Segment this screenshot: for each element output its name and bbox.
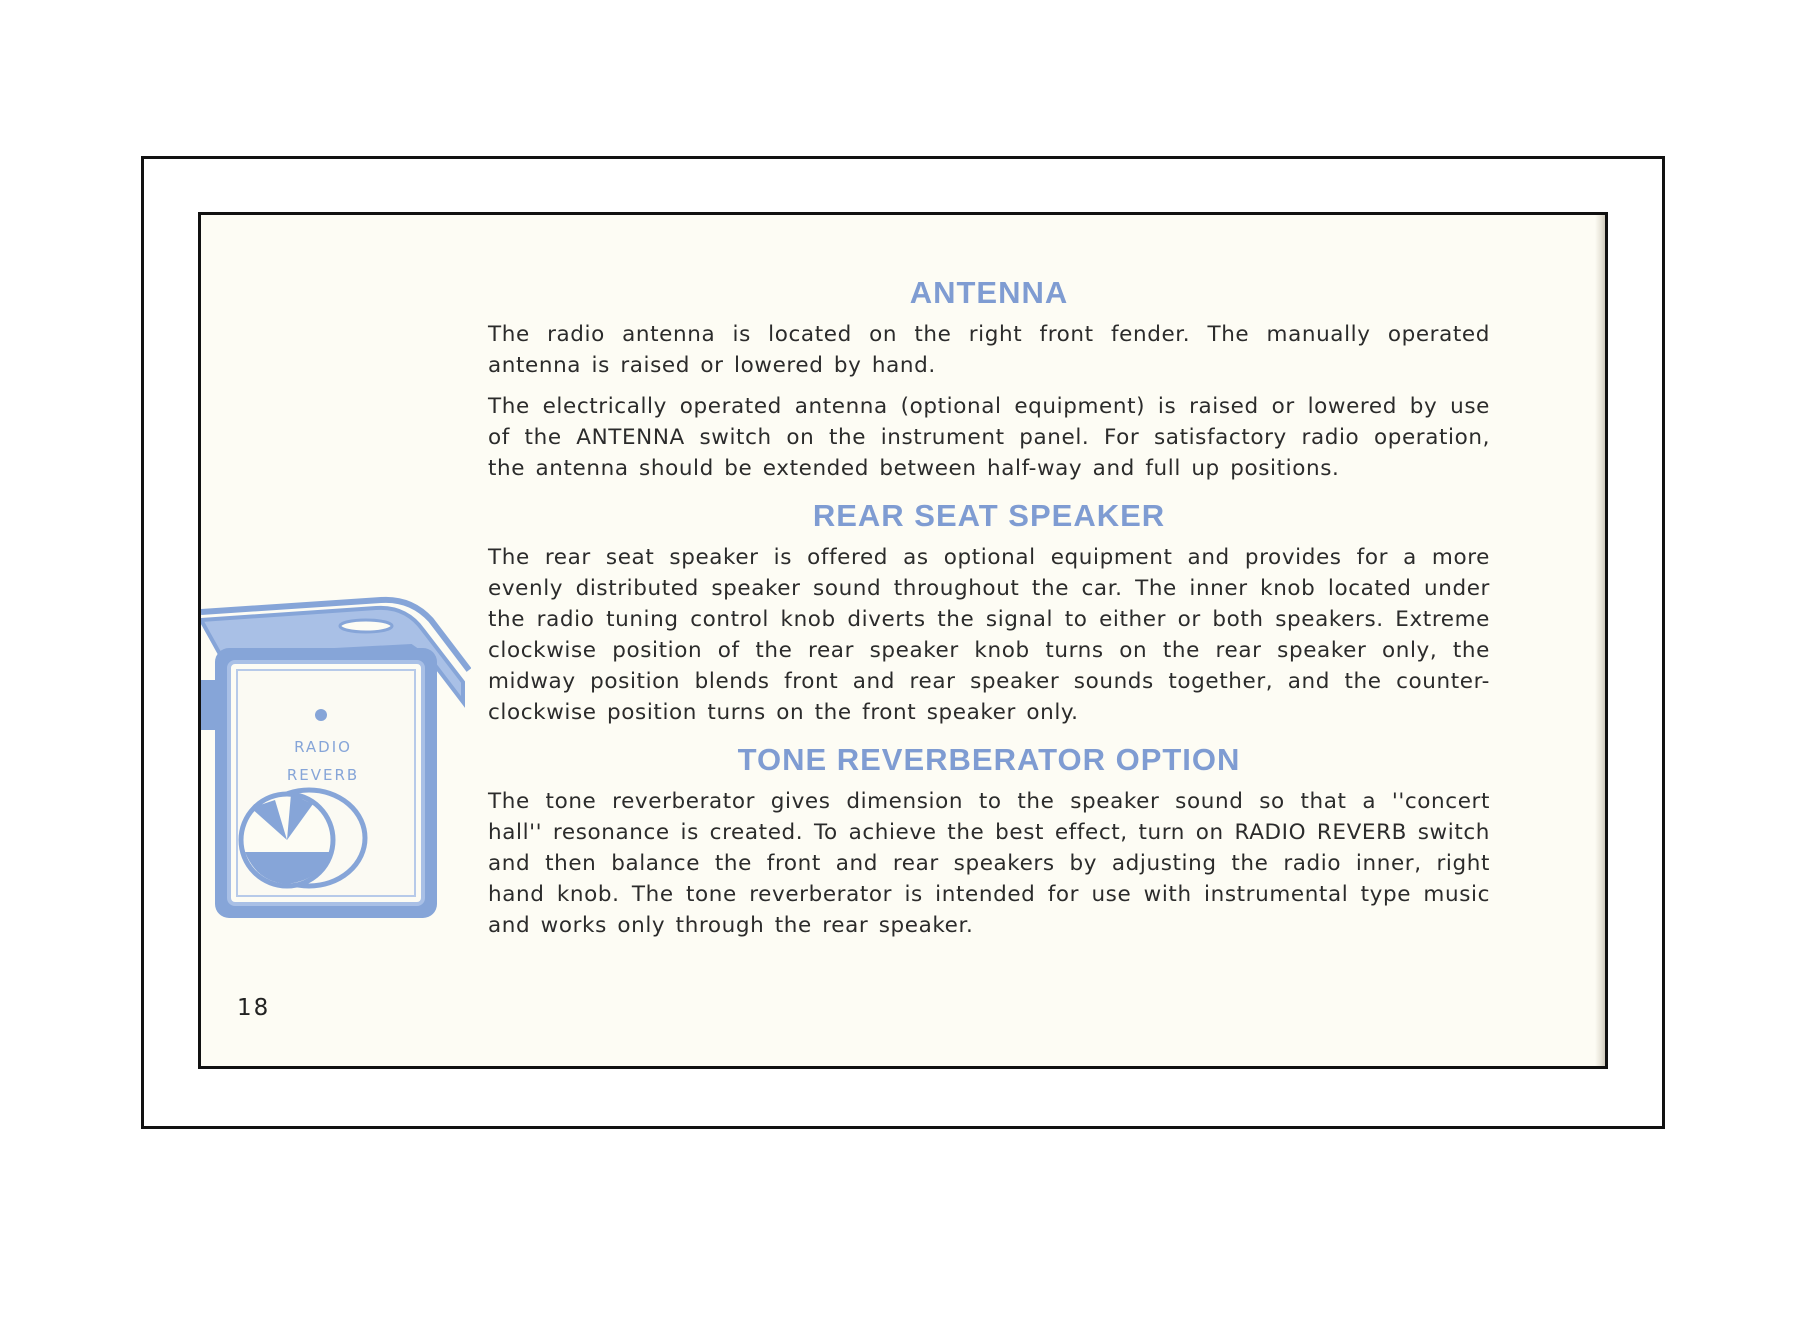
- manual-page: [198, 212, 1608, 1069]
- radio-reverb-switch-illustration: [201, 590, 471, 920]
- paragraph: The tone reverberator gives dimension to the speaker sound so that a ''concert hall'' resonance is created. To achieve the best effect, turn on RADIO REVERB switch and then balance the front and rear speakers by adjusting the radio inner, right hand knob. The tone reverberator is intended for use with instrumental type music and works only through the rear speaker.: [488, 789, 1490, 938]
- paragraph: The electrically operated antenna (optional equipment) is raised or lowered by use of the ANTENNA switch on the instrument panel. For satisfactory radio operation, the antenna should be extended between half-way and full up positions.: [488, 394, 1490, 481]
- text-column: [488, 275, 1490, 951]
- illustration-label-reverb: REVERB: [286, 766, 360, 784]
- heading-rear-seat-speaker: REAR SEAT SPEAKER: [812, 498, 1166, 533]
- housing-hole: [340, 620, 392, 632]
- heading-tone-reverberator: TONE REVERBERATOR OPTION: [737, 742, 1241, 777]
- page-spine: [1595, 215, 1605, 1066]
- illustration-label-radio: RADIO: [294, 738, 352, 756]
- page-number: 18: [237, 995, 271, 1021]
- heading-antenna: ANTENNA: [909, 275, 1069, 310]
- indicator-dot: [315, 709, 327, 721]
- side-bracket: [201, 680, 215, 730]
- paragraph: The rear seat speaker is offered as optional equipment and provides for a more evenly distributed speaker sound throughout the car. The inner knob located under the radio tuning control knob diverts the signal to either or both speakers. Extreme clockwise position of the rear speaker knob turns on the rear speaker only, the midway position blends front and rear speaker sounds together, and the counter-clockwise position turns on the front speaker only.: [488, 545, 1490, 725]
- paragraph: The radio antenna is located on the right front fender. The manually operated antenna is raised or lowered by hand.: [488, 322, 1490, 378]
